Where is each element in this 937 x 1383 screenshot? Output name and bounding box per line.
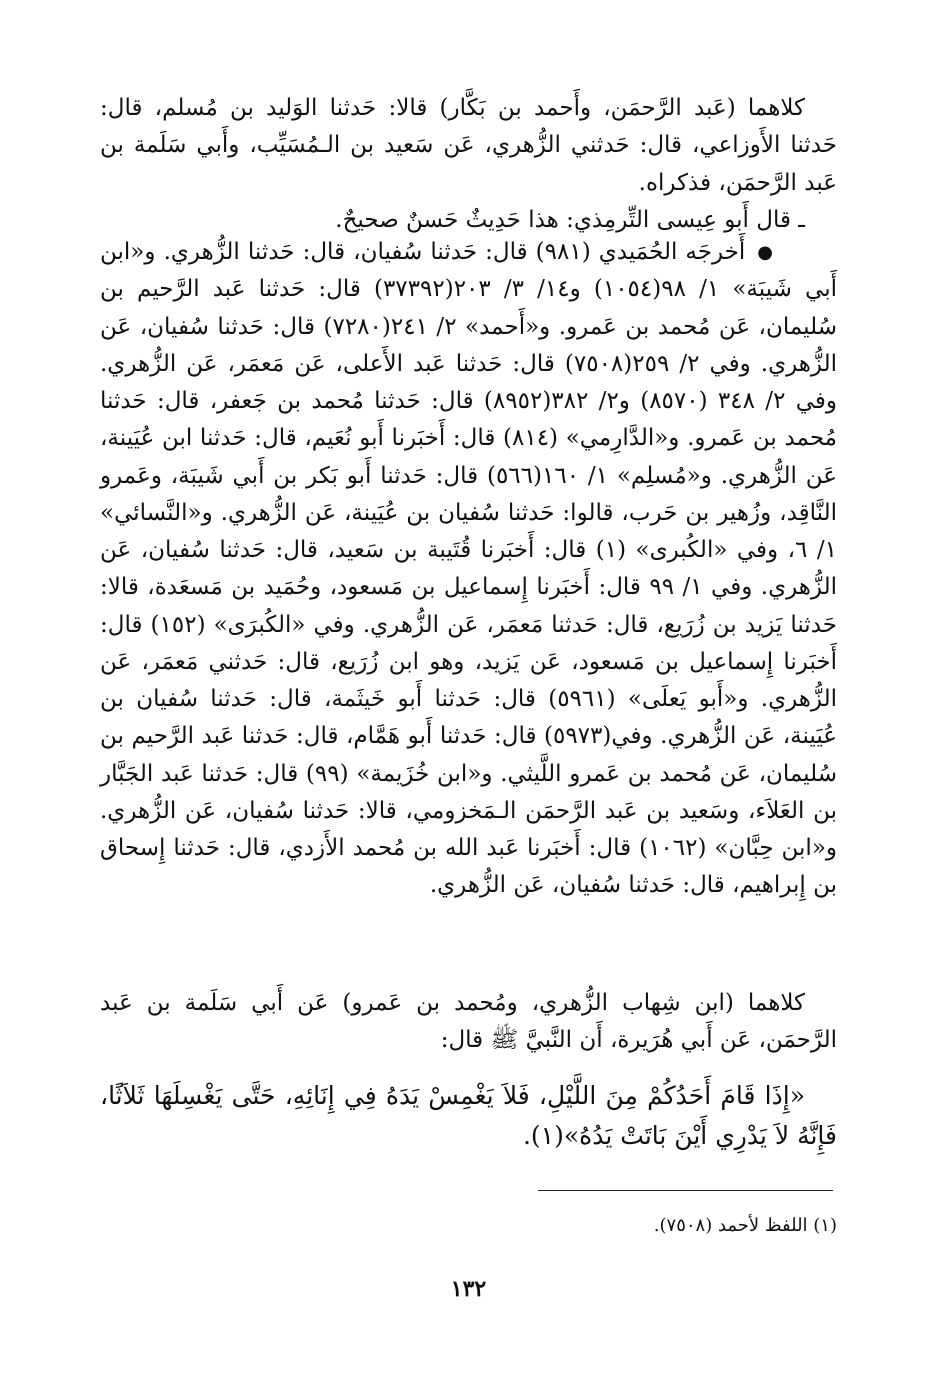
paragraph-takhrij [100, 234, 837, 905]
paragraph-takhrij-text: أَخرجَه الحُمَيدي (٩٨١) قال: حَدثنا سُفيان، قال: حَدثنا الزُّهري. و«ابن أَبي شَيبَة» ١/ ٩٨(١٠٥٤) و١٤/ ٣/ ٢٠٣(٣٧٣٩٢) قال: حَدثنا عَبد الرَّحيم بن سُليمان، عَن مُحمد بن عَمرو. و«أَحمد» ٢/ ٢٤١(٧٢٨٠) قال: حَدثنا سُفيان، عَن الزُّهري. وفي ٢/ ٢٥٩(٧٥٠٨) قال: حَدثنا عَبد الأَعلى، عَن مَعمَر، عَن الزُّهري. وفي ٢/ ٣٤٨ (٨٥٧٠) و٢/ ٣٨٢(٨٩٥٢) قال: حَدثنا مُحمد بن جَعفر، قال: حَدثنا مُحمد بن عَمرو. و«الدَّارِمي» (٨١٤) قال: أَخبَرنا أَبو نُعَيم، قال: حَدثنا ابن عُيَينة، عَن الزُّهري. و«مُسلِم» ١/ ١٦٠(٥٦٦) قال: حَدثنا أَبو بَكر بن أَبي شَيبَة، وعَمرو النَّاقِد، وزُهير بن حَرب، قالوا: حَدثنا سُفيان بن عُيَينة، عَن الزُّهري. و«النَّسائي» ١/ ٦، وفي «الكُبرى» (١) قال: أَخبَرنا قُتَيبة بن سَعيد، قال: حَدثنا سُفيان، عَن الزُّهري. وفي ١/ ٩٩ قال: أَخبَرنا إِسماعيل بن مَسعود، وحُمَيد بن مَسعَدة، قالا: حَدثنا يَزيد بن زُرَيع، قال: حَدثنا مَعمَر، عَن الزُّهري. وفي «الكُبرَى» (١٥٢) قال: أَخبَرنا إِسماعيل بن مَسعود، عَن يَزيد، وهو ابن زُرَيع، قال: حَدثني مَعمَر، عَن الزُّهري. و«أَبو يَعلَى» (٥٩٦١) قال: حَدثنا أَبو خَيثَمة، قال: حَدثنا سُفيان بن عُيَينة، عَن الزُّهري. وفي(٥٩٧٣) قال: حَدثنا أَبو هَمَّام، قال: حَدثنا عَبد الرَّحيم بن سُليمان، عَن مُحمد بن عَمرو اللَّيثي. و«ابن خُزَيمة» (٩٩) قال: حَدثنا عَبد الجَبَّار بن العَلاَء، وسَعيد بن عَبد الرَّحمَن الـمَخزومي، قالا: حَدثنا سُفيان، عَن الزُّهري. و«ابن حِبَّان» (١٠٦٢) قال: أَخبَرنا عَبد الله بن مُحمد الأَزدي، قال: حَدثنا إِسحاق بن إِبراهيم، قال: حَدثنا سُفيان، عَن الزُّهري. [100, 239, 838, 899]
bullet-icon: ● [757, 242, 773, 264]
paragraph-isnad: كلاهما (ابن شِهاب الزُّهري، ومُحمد بن عَمرو) عَن أَبي سَلَمة بن عَبد الرَّحمَن، عَن أَبي هُرَيرة، أَن النَّبيَّ ﷺ قال: [100, 990, 837, 1054]
paragraph-group-isnad [100, 985, 837, 1060]
paragraph-chain-narration: كلاهما (عَبد الرَّحمَن، وأَحمد بن بَكَّار) قالا: حَدثنا الوَليد بن مُسلم، قال: حَدثنا الأَوزاعي، قال: حَدثني الزُّهري، عَن سَعيد بن الـمُسَيِّب، وأَبي سَلَمة بن عَبد الرَّحمَن، فذكراه. [100, 95, 837, 196]
page-number: ١٣٢ [450, 1276, 487, 1302]
paragraph-group-takhrij [100, 234, 837, 905]
footnote-divider [538, 1190, 833, 1191]
paragraph-group-hadith [100, 1076, 837, 1156]
paragraph-hadith-text: «إِذَا قَامَ أَحَدُكُمْ مِنَ اللَّيْلِ، فَلاَ يَغْمِسْ يَدَهُ فِي إِنَائِهِ، حَتَّى يَغْسِلَهَا ثَلاَثًا، فَإِنَّهُ لاَ يَدْرِي أَيْنَ بَاتَتْ يَدُهُ»(١). [100, 1081, 837, 1150]
paragraph-tirmidhi-verdict: ـ قال أَبو عِيسى التِّرمِذي: هذا حَدِيثٌ حَسنٌ صحيحٌ. [335, 206, 805, 233]
footnote: (١) اللفظ لأحمد (٧٥٠٨). [653, 1215, 837, 1236]
paragraph-group-opening [100, 90, 837, 239]
